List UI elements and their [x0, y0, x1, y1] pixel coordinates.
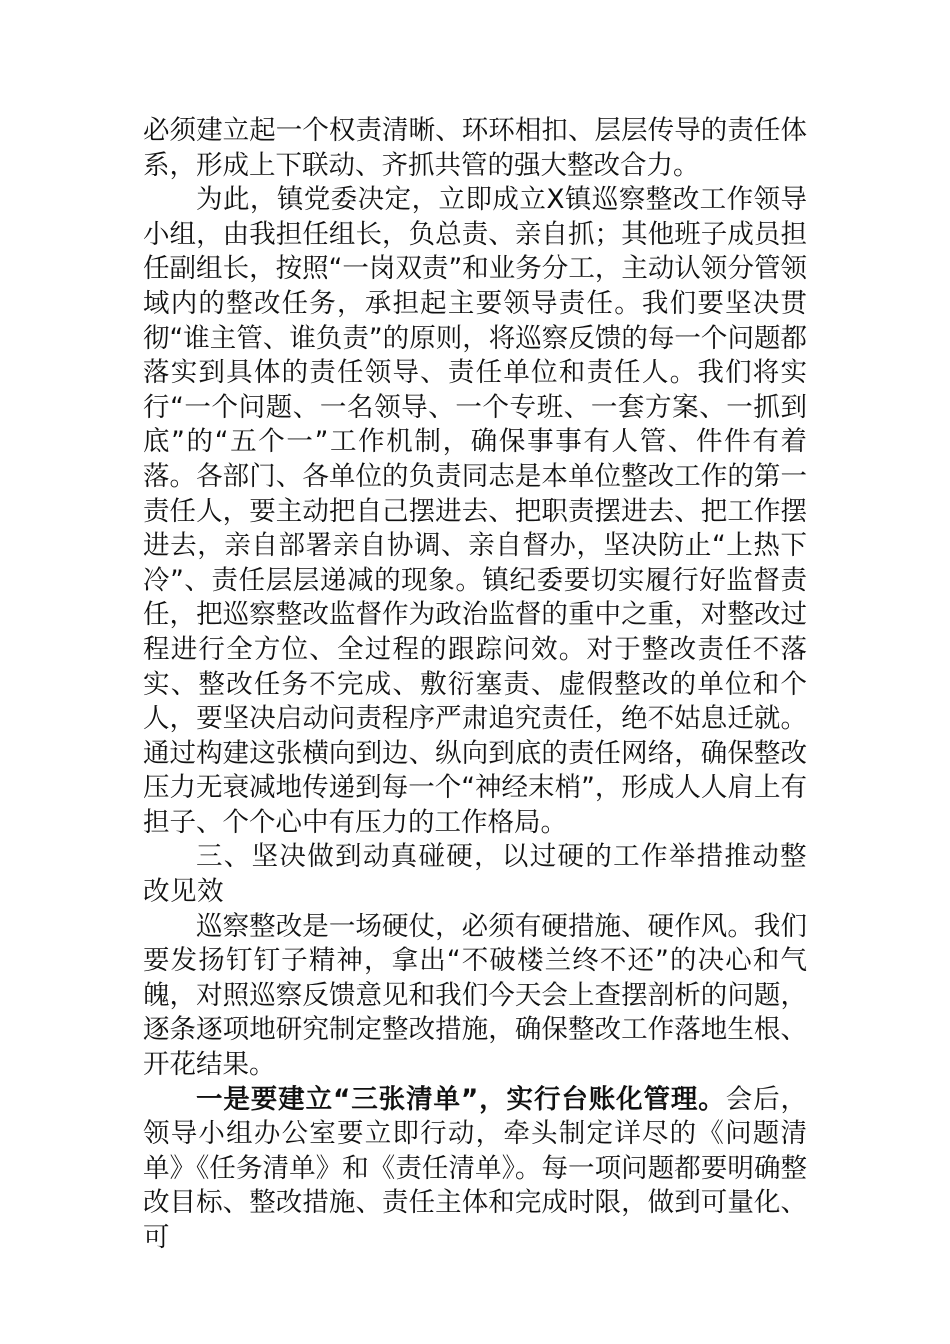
section-heading-three: 三、坚决做到动真碰硬，以过硬的工作举措推动整改见效 [143, 841, 807, 908]
paragraph-three-lists [143, 1083, 807, 1256]
document-body [143, 114, 807, 1256]
three-lists-text: 会后，领导小组办公室要立即行动，牵头制定详尽的《问题清单》《任务清单》和《责任清单》。每一项问题都要明确整改目标、整改措施、责任主体和完成时限，做到可量化、可 [143, 1083, 807, 1253]
paragraph-continuation: 必须建立起一个权责清晰、环环相扣、层层传导的责任体系，形成上下联动、齐抓共管的强大整改合力。 [143, 115, 807, 181]
three-lists-lead: 一是要建立“三张清单”，实行台账化管理。 [196, 1083, 726, 1115]
paragraph-leadership-group: 为此，镇党委决定，立即成立X镇巡察整改工作领导小组，由我担任组长，负总责、亲自抓；其他班子成员担任副组长，按照“一岗双责”和业务分工，主动认领分管领域内的整改任务，承担起主要领导责任。我们要坚决贯彻“谁主管、谁负责”的原则，将巡察反馈的每一个问题都落实到具体的责任领导、责任单位和责任人。我们将实行“一个问题、一名领导、一个专班、一套方案、一抓到底”的“五个一”工作机制，确保事事有人管、件件有着落。各部门、各单位的负责同志是本单位整改工作的第一责任人，要主动把自己摆进去、把职责摆进去、把工作摆进去，亲自部署亲自协调、亲自督办，坚决防止“上热下冷”、责任层层递减的现象。镇纪委要切实履行好监督责任，把巡察整改监督作为政治监督的重中之重，对整改过程进行全方位、全过程的跟踪问效。对于整改责任不落实、整改任务不完成、敷衍塞责、虚假整改的单位和个人，要坚决启动问责程序严肃追究责任，绝不姑息迁就。通过构建这张横向到边、纵向到底的责任网络，确保整改压力无衰减地传递到每一个“神经末梢”，形成人人肩上有担子、个个心中有压力的工作格局。 [143, 184, 807, 838]
paragraph-rectification-measures: 巡察整改是一场硬仗，必须有硬措施、硬作风。我们要发扬钉钉子精神，拿出“不破楼兰终不还”的决心和气魄，对照巡察反馈意见和我们今天会上查摆剖析的问题，逐条逐项地研究制定整改措施，确保整改工作落地生根、开花结果。 [143, 910, 807, 1081]
